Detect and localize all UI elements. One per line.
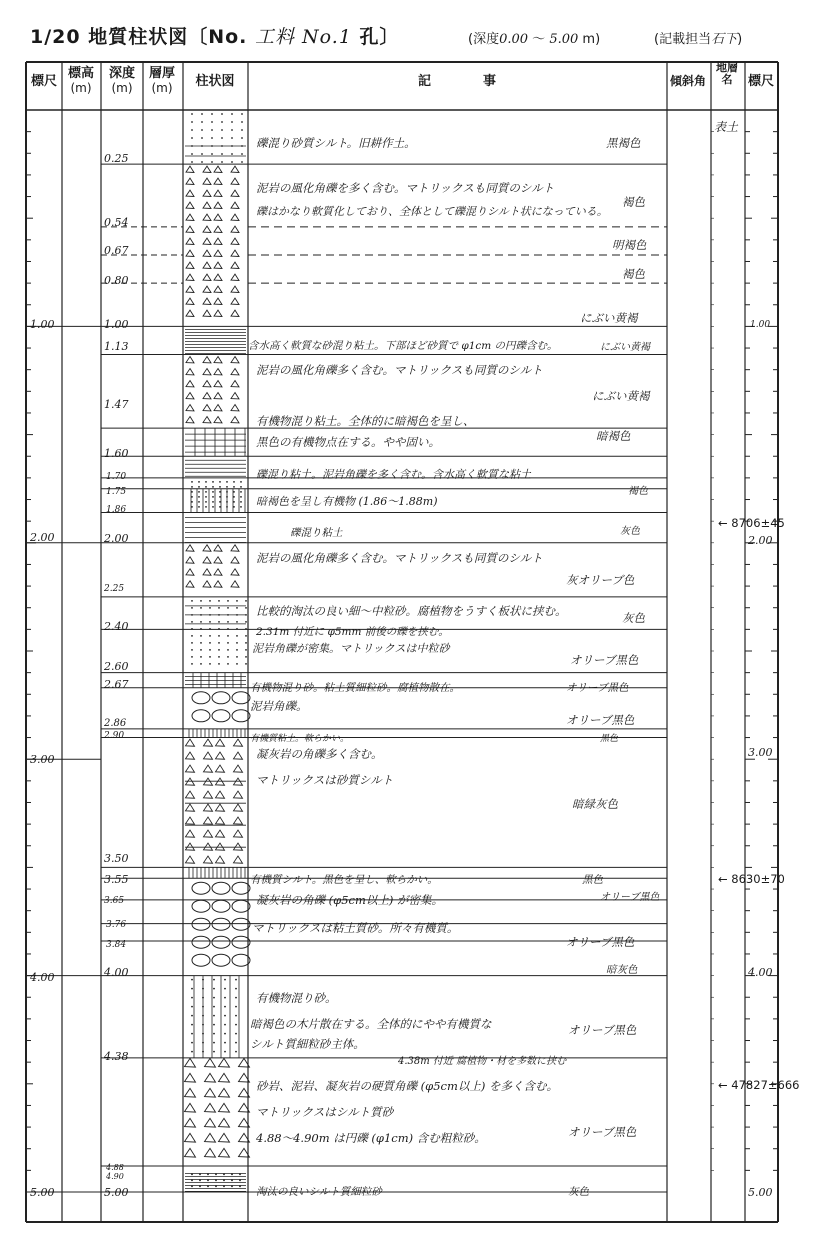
description-text: シルト質細粒砂主体。 bbox=[250, 1037, 365, 1051]
depth-value: 2.67 bbox=[104, 678, 129, 691]
depth-sep: 〜 bbox=[532, 32, 546, 47]
c14-date-value: 8706±45 bbox=[731, 516, 785, 530]
depth-value: 1.00 bbox=[104, 318, 129, 331]
description-text: 黒色の有機物点在する。やや固い。 bbox=[256, 435, 440, 449]
description-text: 暗褐色を呈し有機物 (1.86〜1.88m) bbox=[256, 495, 438, 508]
color-text: オリーブ黒色 bbox=[566, 713, 635, 727]
stratum-name: 表土 bbox=[713, 120, 738, 134]
scale-label: 4.00 bbox=[30, 971, 55, 984]
header-depth: 深度 (m) bbox=[108, 66, 135, 95]
recorder-prefix: (記載担当 bbox=[654, 32, 712, 47]
depth-value: 1.60 bbox=[104, 447, 129, 460]
scale-label: 5.00 bbox=[30, 1186, 55, 1199]
header-elevation: 標高 (m) bbox=[67, 66, 94, 95]
depth-value: 0.67 bbox=[104, 244, 129, 257]
color-text: 暗褐色 bbox=[596, 429, 631, 443]
recorder-name: 石下 bbox=[711, 32, 738, 47]
header-description: 記 事 bbox=[417, 74, 496, 89]
scale-label: 1.00 bbox=[30, 318, 55, 331]
scale-label-right: 1.00 bbox=[750, 320, 771, 330]
depth-from: 0.00 bbox=[499, 32, 529, 47]
description-text: 凝灰岩の角礫多く含む。 bbox=[256, 747, 383, 761]
color-text: オリーブ黒色 bbox=[568, 1023, 637, 1037]
color-text: にぶい黄褐 bbox=[592, 389, 650, 403]
color-text: オリーブ黒色 bbox=[600, 892, 660, 903]
color-text: 灰オリーブ色 bbox=[566, 573, 635, 587]
c14-date-value: 8630±70 bbox=[731, 872, 785, 886]
depth-value: 3.84 bbox=[106, 940, 127, 950]
description-text: 泥岩角礫。 bbox=[250, 699, 308, 713]
color-text: 暗緑灰色 bbox=[572, 797, 618, 811]
title-prefix: 1/20 地質柱状図〔No. bbox=[30, 26, 248, 48]
description-text: 泥岩の風化角礫を多く含む。マトリックスも同質のシルト bbox=[256, 181, 555, 195]
color-text: オリーブ黒色 bbox=[566, 682, 629, 694]
color-text: 黒色 bbox=[582, 874, 603, 886]
c14-date: ← 8630±70 bbox=[718, 872, 785, 886]
depth-value: 5.00 bbox=[104, 1186, 129, 1199]
depth-value: 1.86 bbox=[106, 505, 127, 515]
description-text: マトリックスは粘土質砂。所々有機質。 bbox=[252, 921, 459, 935]
header-dip: 傾斜角 bbox=[669, 74, 706, 88]
scale-label-right: 3.00 bbox=[748, 746, 773, 759]
description-text: 有機物混り粘土。全体的に暗褐色を呈し、 bbox=[256, 414, 475, 428]
scale-label: 3.00 bbox=[30, 753, 55, 766]
color-text: 暗灰色 bbox=[606, 964, 638, 976]
depth-value: 0.80 bbox=[104, 274, 129, 287]
c14-date: ← 47827±666 bbox=[718, 1078, 800, 1092]
depth-value: 4.90 bbox=[106, 1172, 124, 1181]
c14-date: ← 8706±45 bbox=[718, 516, 785, 530]
color-text: オリーブ黒色 bbox=[568, 1125, 637, 1139]
description-text: 泥岩の風化角礫多く含む。マトリックスも同質のシルト bbox=[256, 551, 543, 565]
description-text: 泥岩の風化角礫多く含む。マトリックスも同質のシルト bbox=[256, 363, 543, 377]
depth-value: 3.65 bbox=[104, 896, 125, 906]
depth-value: 4.38 bbox=[104, 1050, 129, 1063]
header-column: 柱状図 bbox=[195, 74, 235, 89]
description-text: 泥岩角礫が密集。マトリックスは中粒砂 bbox=[252, 642, 450, 655]
header-stratum: 地層名 bbox=[716, 61, 738, 86]
description-text: 比較的淘汰の良い細〜中粒砂。腐植物をうすく板状に挟む。 bbox=[256, 604, 567, 618]
description-text: マトリックスは砂質シルト bbox=[256, 773, 394, 787]
color-text: 灰色 bbox=[620, 526, 640, 537]
description-text: 有機質シルト。黒色を呈し、軟らかい。 bbox=[250, 874, 438, 886]
depth-value: 2.25 bbox=[104, 584, 125, 594]
depth-value: 2.60 bbox=[104, 660, 129, 673]
description-text: 4.88〜4.90m は円礫 (φ1cm) 含む粗粒砂。 bbox=[256, 1131, 486, 1145]
depth-to: 5.00 bbox=[549, 32, 579, 47]
description-text: 有機質粘土。軟らかい。 bbox=[250, 734, 350, 744]
description-text: 2.31m 付近に φ5mm 前後の礫を挟む。 bbox=[256, 626, 449, 638]
description-text: 4.38m 付近 腐植物・材を多数に挟む bbox=[398, 1056, 567, 1067]
header-scale-right: 標尺 bbox=[747, 74, 774, 89]
scale-label-right: 2.00 bbox=[748, 534, 773, 547]
depth-value: 3.50 bbox=[104, 852, 129, 865]
color-text: 灰色 bbox=[568, 1186, 589, 1198]
depth-value: 3.55 bbox=[104, 873, 129, 886]
color-text: オリーブ黒色 bbox=[566, 935, 635, 949]
description-text: 礫混り粘土。泥岩角礫を多く含む。含水高く軟質な粘土 bbox=[256, 468, 531, 481]
scale-label-right: 5.00 bbox=[748, 1186, 773, 1199]
color-text: 灰色 bbox=[622, 611, 645, 625]
scale-label-right: 4.00 bbox=[748, 966, 773, 979]
color-text: 褐色 bbox=[622, 267, 645, 281]
description-text: 凝灰岩の角礫 (φ5cm以上) が密集。 bbox=[256, 893, 443, 907]
depth-value: 4.88 bbox=[106, 1163, 124, 1172]
header-thickness: 層厚 (m) bbox=[148, 66, 175, 95]
title-suffix: 孔〕 bbox=[359, 26, 400, 48]
description-text: 礫混り粘土 bbox=[290, 527, 343, 539]
description-text: 有機物混り砂。 bbox=[256, 991, 337, 1005]
color-text: 黒褐色 bbox=[606, 136, 641, 150]
color-text: オリーブ黒色 bbox=[570, 653, 639, 667]
color-text: にぶい黄褐 bbox=[580, 311, 638, 325]
header-scale: 標尺 bbox=[30, 74, 57, 89]
description-text: 礫混り砂質シルト。旧耕作土。 bbox=[256, 136, 416, 150]
description-text: 暗褐色の木片散在する。全体的にやや有機質な bbox=[250, 1017, 492, 1031]
description-text: 有機物混り砂。粘土質細粒砂。腐植物散在。 bbox=[250, 682, 460, 694]
depth-value: 1.47 bbox=[104, 398, 129, 411]
depth-value: 2.90 bbox=[104, 731, 125, 741]
color-text: 明褐色 bbox=[612, 238, 647, 252]
depth-value: 1.13 bbox=[104, 340, 129, 353]
depth-value: 0.54 bbox=[104, 216, 129, 229]
description-text: 礫はかなり軟質化しており、全体として礫混りシルト状になっている。 bbox=[256, 205, 608, 218]
c14-date-value: 47827±666 bbox=[731, 1078, 800, 1092]
depth-value: 1.70 bbox=[106, 472, 127, 482]
description-text: 砂岩、泥岩、凝灰岩の硬質角礫 (φ5cm以上) を多く含む。 bbox=[256, 1079, 558, 1093]
depth-range-prefix: (深度 bbox=[468, 32, 500, 47]
description-text: 含水高く軟質な砂混り粘土。下部ほど砂質で φ1cm の円礫含む。 bbox=[248, 340, 558, 352]
hole-number: 工料 No.1 bbox=[255, 26, 352, 48]
depth-value: 2.86 bbox=[104, 718, 127, 729]
scale-label: 2.00 bbox=[30, 531, 55, 544]
description-text: マトリックスはシルト質砂 bbox=[256, 1105, 394, 1119]
depth-unit: m) bbox=[582, 32, 601, 47]
depth-value: 1.75 bbox=[106, 487, 127, 497]
depth-value: 3.76 bbox=[106, 920, 127, 930]
depth-value: 0.25 bbox=[104, 152, 129, 165]
depth-value: 2.00 bbox=[104, 532, 129, 545]
color-text: 褐色 bbox=[628, 486, 648, 497]
color-text: 褐色 bbox=[622, 195, 645, 209]
color-text: 黒色 bbox=[600, 734, 619, 744]
depth-value: 2.40 bbox=[104, 620, 129, 633]
depth-value: 4.00 bbox=[104, 966, 129, 979]
recorder-suffix: ) bbox=[737, 32, 743, 47]
color-text: にぶい黄褐 bbox=[600, 342, 650, 353]
description-text: 淘汰の良いシルト質細粒砂 bbox=[256, 1186, 382, 1198]
